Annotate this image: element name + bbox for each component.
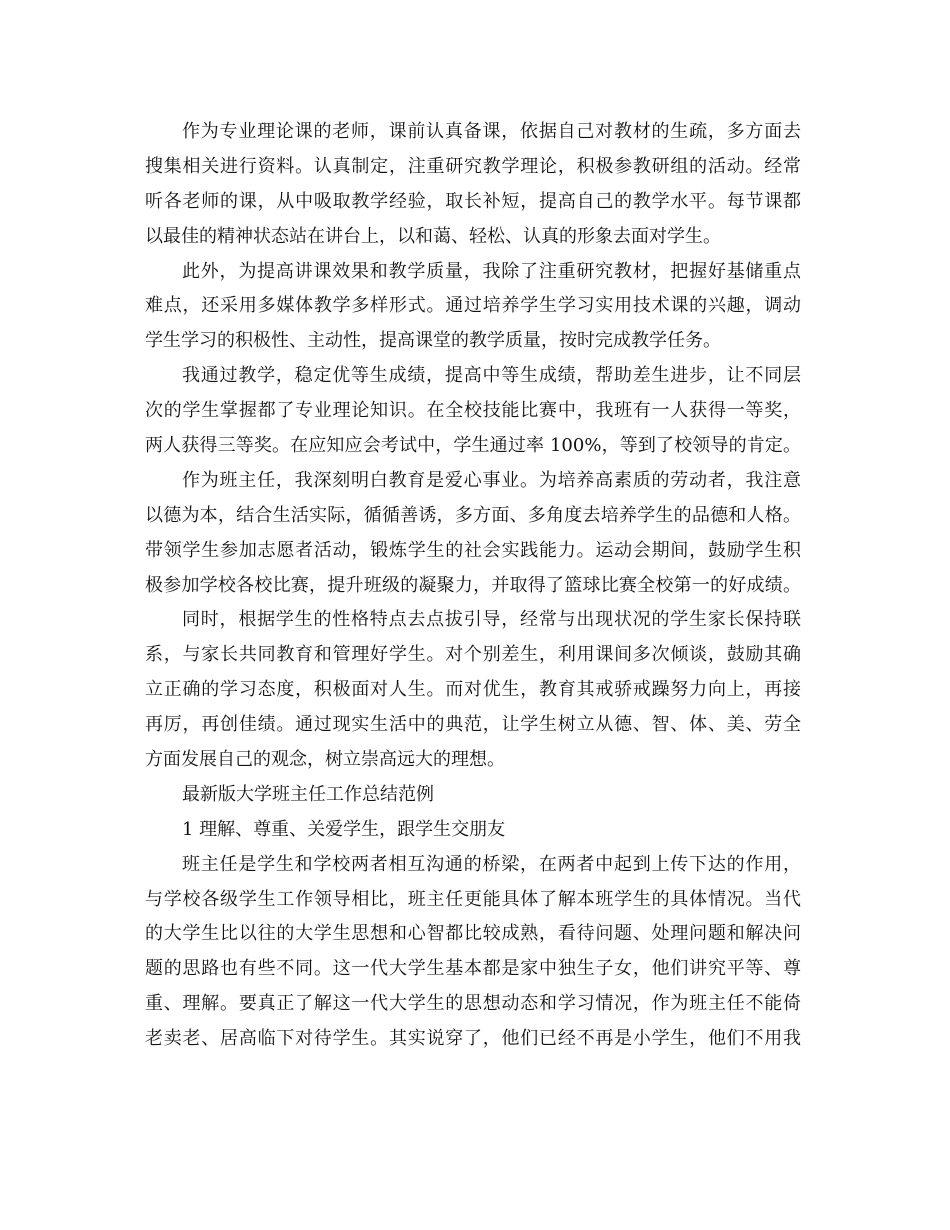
text-line: 带领学生参加志愿者活动，锻炼学生的社会实践能力。运动会期间，鼓励学生积: [145, 539, 801, 561]
text-line: 方面发展自己的观念，树立崇高远大的理想。: [145, 749, 505, 771]
text-line: 我通过教学，稳定优等生成绩，提高中等生成绩，帮助差生进步，让不同层: [182, 365, 801, 387]
text-line: 学生学习的积极性、主动性，提高课堂的教学质量，按时完成教学任务。: [145, 330, 721, 352]
text-line: 立正确的学习态度，积极面对人生。而对优生，教育其戒骄戒躁努力向上，再接: [145, 679, 801, 701]
subsection-heading: 1 理解、尊重、关爱学生，跟学生交朋友: [182, 818, 506, 840]
text-line: 班主任是学生和学校两者相互沟通的桥梁，在两者中起到上传下达的作用，: [182, 853, 801, 875]
text-line: 极参加学校各校比赛，提升班级的凝聚力，并取得了篮球比赛全校第一的好成绩。: [145, 574, 801, 596]
text-line: 听各老师的课，从中吸取教学经验，取长补短，提高自己的教学水平。每节课都: [145, 190, 801, 212]
text-line: 重、理解。要真正了解这一代大学生的思想动态和学习情况，作为班主任不能倚: [145, 993, 801, 1015]
text-line: 次的学生掌握都了专业理论知识。在全校技能比赛中，我班有一人获得一等奖，: [145, 400, 801, 422]
text-line: 老卖老、居高临下对待学生。其实说穿了，他们已经不再是小学生，他们不用我: [145, 1028, 801, 1050]
text-line: 此外，为提高讲课效果和教学质量，我除了注重研究教材，把握好基储重点: [182, 260, 801, 282]
text-line: 系，与家长共同教育和管理好学生。对个别差生，利用课间多次倾谈，鼓励其确: [145, 644, 801, 666]
document-page: [145, 115, 801, 1057]
text-line: 同时，根据学生的性格特点去点拔引导，经常与出现状况的学生家长保持联: [182, 609, 801, 631]
text-line: 以最佳的精神状态站在讲台上，以和蔼、轻松、认真的形象去面对学生。: [145, 225, 721, 247]
section-heading: 最新版大学班主任工作总结范例: [182, 783, 434, 805]
text-line: 题的思路也有些不同。这一代大学生基本都是家中独生子女，他们讲究平等、尊: [145, 958, 801, 980]
text-line: 作为专业理论课的老师，课前认真备课，依据自己对教材的生疏，多方面去: [182, 121, 801, 142]
text-line: 以德为本，结合生活实际，循循善诱，多方面、多角度去培养学生的品德和人格。: [145, 504, 801, 526]
text-line: 再厉，再创佳绩。通过现实生活中的典范，让学生树立从德、智、体、美、劳全: [145, 714, 801, 736]
text-line: 搜集相关进行资料。认真制定，注重研究教学理论，积极参教研组的活动。经常: [145, 155, 801, 177]
text-line: 与学校各级学生工作领导相比，班主任更能具体了解本班学生的具体情况。当代: [145, 888, 801, 910]
text-line: 难点，还采用多媒体教学多样形式。通过培养学生学习实用技术课的兴趣，调动: [145, 295, 801, 317]
text-line: 的大学生比以往的大学生思想和心智都比较成熟，看待问题、处理问题和解决问: [145, 923, 801, 945]
text-line: 作为班主任，我深刻明白教育是爱心事业。为培养高素质的劳动者，我注意: [182, 469, 801, 491]
text-line: 两人获得三等奖。在应知应会考试中，学生通过率 100%，等到了校领导的肯定。: [145, 435, 801, 457]
